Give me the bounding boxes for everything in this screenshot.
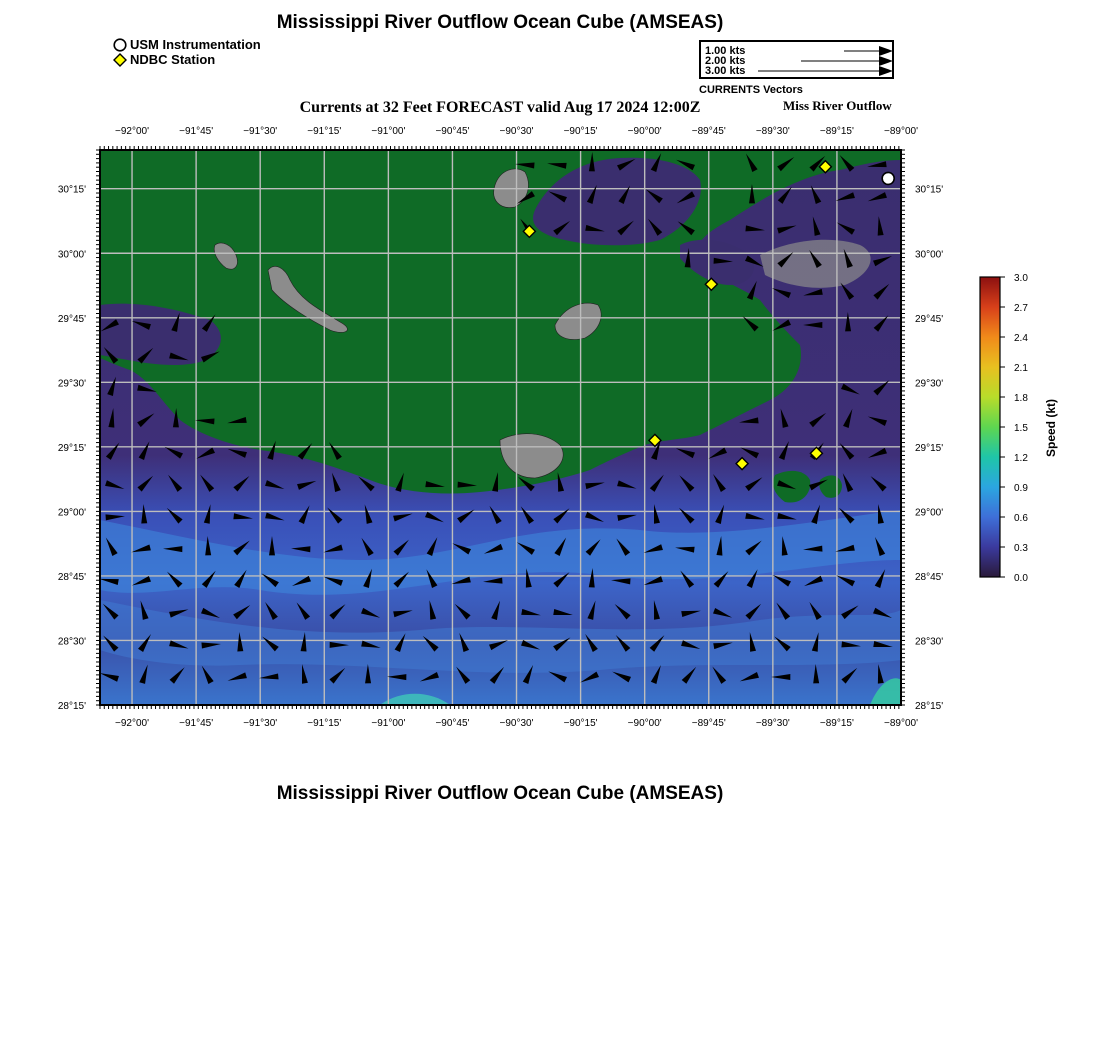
colorbar-tick-label: 0.0 [1014,573,1028,584]
page-title: Mississippi River Outflow Ocean Cube (AMSEAS) [276,12,724,33]
lon-tick-label: −91°30' [243,126,278,137]
colorbar-tick-label: 2.4 [1014,333,1028,344]
lon-tick-label: −91°00' [371,718,406,729]
lon-tick-label: −91°15' [307,718,342,729]
lon-tick-label: −90°15' [563,126,598,137]
lon-tick-label: −92°00' [115,126,150,137]
lon-tick-label: −91°45' [179,718,214,729]
lon-tick-label: −89°15' [819,126,854,137]
colorbar-tick-label: 2.7 [1014,303,1028,314]
lat-tick-label-left: 30°15' [57,184,86,196]
lat-tick-label-right: 28°30' [915,636,944,648]
lon-tick-label: −90°30' [499,126,534,137]
lat-tick-label-right: 28°15' [915,701,944,712]
lon-tick-label: −90°45' [435,718,470,729]
vector-key-caption: CURRENTS Vectors [699,84,803,96]
colorbar-tick-label: 1.8 [1014,393,1028,404]
region-label: Miss River Outflow [783,98,892,113]
colorbar-tick-label: 1.5 [1014,423,1028,434]
lon-tick-label: −89°45' [691,718,726,729]
page-title-repeat: Mississippi River Outflow Ocean Cube (AMSEAS) [276,783,724,804]
lat-tick-label-right: 30°15' [915,184,944,196]
lon-tick-label: −91°45' [179,126,214,137]
lat-tick-label-right: 29°00' [915,507,944,519]
lat-tick-label-right: 29°15' [915,442,944,454]
lat-tick-label-left: 28°30' [57,636,86,648]
lon-tick-label: −90°00' [627,126,662,137]
lon-tick-label: −91°00' [371,126,406,137]
lon-tick-label: −89°15' [819,718,854,729]
lon-tick-label: −89°00' [884,718,918,729]
lon-tick-label: −90°45' [435,126,470,137]
lon-tick-label: −90°15' [563,718,598,729]
lat-tick-label-left: 29°30' [57,378,86,390]
colorbar [980,277,1000,577]
lat-tick-label-right: 29°45' [915,313,944,325]
lon-tick-label: −89°45' [691,126,726,137]
lon-tick-label: −91°30' [243,718,278,729]
lon-tick-label: −89°30' [755,718,790,729]
vector-key-row-1: 1.00 kts [705,45,746,57]
colorbar-tick-label: 0.6 [1014,513,1028,524]
lat-tick-label-right: 28°45' [915,571,944,583]
legend-usm-label: USM Instrumentation [130,37,261,52]
lat-tick-label-right: 30°00' [915,249,944,261]
vector-key-row-3: 3.00 kts [705,65,746,77]
lat-tick-label-left: 30°00' [57,249,86,261]
lat-tick-label-left: 29°00' [57,507,86,519]
lat-tick-label-left: 29°45' [57,313,86,325]
usm-station-marker [882,172,894,184]
colorbar-tick-label: 1.2 [1014,453,1028,464]
lon-tick-label: −89°30' [755,126,790,137]
lat-tick-label-left: 29°15' [57,442,86,454]
map-canvas [99,150,901,705]
lon-tick-label: −89°00' [884,126,918,137]
lon-tick-label: −91°15' [307,126,342,137]
colorbar-tick-label: 0.3 [1014,543,1028,554]
colorbar-tick-label: 0.9 [1014,483,1028,494]
lon-tick-label: −90°30' [499,718,534,729]
legend-ndbc-label: NDBC Station [130,52,216,67]
lat-tick-label-right: 29°30' [915,378,944,390]
colorbar-label: Speed (kt) [1044,398,1058,458]
lat-tick-label-left: 28°45' [57,571,86,583]
map-subtitle: Currents at 32 Feet FORECAST valid Aug 17 2024 12:00Z [299,99,701,116]
vector-key-row-2: 2.00 kts [705,55,746,67]
colorbar-ticks [1000,273,1028,584]
lon-tick-label: −92°00' [115,718,150,729]
colorbar-tick-label: 3.0 [1014,273,1028,284]
lon-tick-label: −90°00' [627,718,662,729]
colorbar-tick-label: 2.1 [1014,363,1028,374]
lat-tick-label-left: 28°15' [57,701,86,712]
